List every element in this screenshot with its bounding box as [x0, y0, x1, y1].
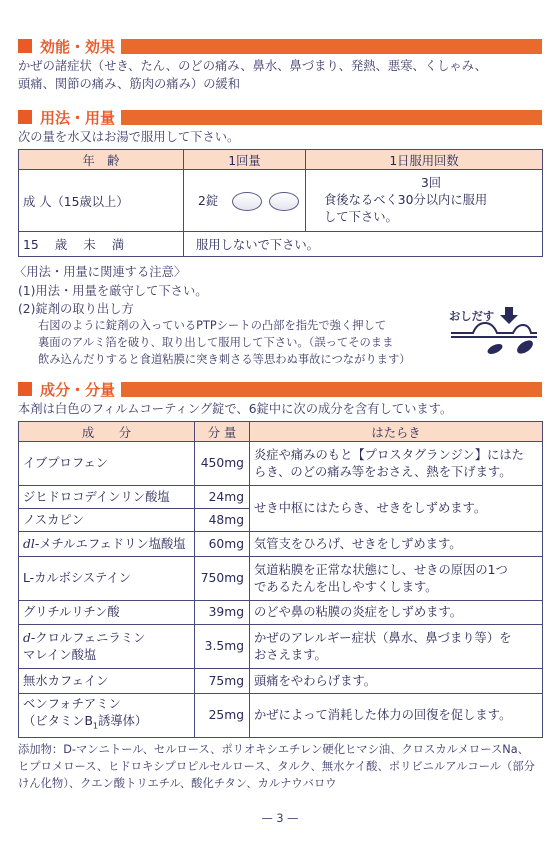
usage-col-age: 年 齢 — [19, 150, 184, 170]
caution-item-1: (1)用法・用量を厳守して下さい。 — [18, 284, 208, 298]
usage-heading: 用法・用量 — [18, 107, 542, 127]
usage-col-dose: 1回量 — [184, 150, 306, 170]
ingredients-col-amount: 分 量 — [195, 422, 250, 442]
ingredient-amount: 24mg — [195, 486, 250, 509]
caution-heading: 〈用法・用量に関連する注意〉 — [14, 265, 187, 279]
efficacy-heading: 効能・効果 — [18, 36, 542, 56]
usage-intro: 次の量を水又はお湯で服用して下さい。 — [18, 130, 240, 144]
ingredient-amount: 25mg — [195, 694, 250, 738]
ingredients-col-action: はたらき — [250, 422, 543, 442]
ingredient-name: ジヒドロコデインリン酸塩 — [19, 486, 195, 509]
ingredient-name: ベンフォチアミン — [23, 697, 121, 712]
usage-row-adult — [19, 170, 543, 232]
table-row — [19, 557, 543, 601]
ingredient-name-cell — [19, 694, 195, 738]
table-row — [19, 486, 543, 509]
ingredient-action: のどや鼻の粘膜の炎症をしずめます。 — [250, 601, 543, 625]
section-marker-icon — [18, 39, 32, 53]
section-marker-icon — [18, 110, 32, 124]
adult-note-1: 食後なるべく30分以内に服用 — [324, 193, 488, 207]
table-row — [19, 532, 543, 557]
adult-note-2: して下さい。 — [324, 210, 398, 224]
adult-times-cell — [306, 170, 543, 232]
adult-age: 成 人（15歳以上） — [19, 170, 184, 232]
table-row — [19, 601, 543, 625]
adult-dose: 2錠 — [198, 193, 219, 208]
ingredient-name-line-2: マレイン酸塩 — [23, 647, 97, 662]
ingredient-name: イブプロフェン — [19, 442, 195, 486]
ingredients-table — [18, 421, 543, 738]
ingredient-action: せき中枢にはたらき、せきをしずめます。 — [250, 486, 543, 532]
tablet-icon — [232, 192, 262, 211]
ingredient-action-line: 気道粘膜を正常な状態にし、せきの原因の1つ — [254, 562, 508, 577]
ingredient-amount: 3.5mg — [195, 625, 250, 669]
ingredients-col-name: 成 分 — [19, 422, 195, 442]
efficacy-line-1: かぜの諸症状（せき、たん、のどの痛み、鼻水、鼻づまり、発熱、悪寒、くしゃみ、 — [18, 59, 488, 73]
ingredient-name-cell — [19, 625, 195, 669]
additives-line-1: 添加物：D-マンニトール、セルロース、ポリオキシエチレン硬化ヒマシ油、クロスカルメロースNa、 — [18, 743, 529, 756]
usage-header-row — [19, 150, 543, 170]
adult-dose-cell — [184, 170, 306, 232]
ingredient-amount: 75mg — [195, 669, 250, 694]
ingredient-action — [250, 442, 543, 486]
additives-line-2: ヒプロメロース、ヒドロキシプロピルセルロース、タルク、無水ケイ酸、ポリビニルアルコール（部分 — [18, 760, 535, 773]
ingredient-name-part: （ビタミンB — [23, 714, 93, 729]
caution-item-2-line-1: 右図のように錠剤の入っているPTPシートの凸部を指先で強く押して — [38, 319, 387, 332]
child-age: 15 歳 未 満 — [19, 232, 184, 257]
ingredient-action: かぜによって消耗した体力の回復を促します。 — [250, 694, 543, 738]
ptp-push-figure — [449, 305, 539, 365]
table-row — [19, 694, 543, 738]
tablet-icon — [269, 192, 299, 211]
ingredient-name: 無水カフェイン — [19, 669, 195, 694]
usage-row-child — [19, 232, 543, 257]
ingredient-action: 頭痛をやわらげます。 — [250, 669, 543, 694]
ingredient-name-cell — [19, 532, 195, 557]
ptp-sheet-icon — [449, 305, 539, 365]
table-row — [19, 625, 543, 669]
ingredient-amount: 450mg — [195, 442, 250, 486]
caution-item-2-line-2: 裏面のアルミ箔を破り、取り出して服用して下さい。（誤ってそのまま — [38, 336, 394, 349]
efficacy-line-2: 頭痛、関節の痛み、筋肉の痛み）の緩和 — [18, 77, 241, 91]
ingredient-action-line: であるたんを出しやすくします。 — [254, 579, 438, 594]
heading-rule — [121, 39, 542, 54]
ingredient-action-line: 炎症や痛みのもと【プロスタグランジン】にはた — [254, 447, 524, 462]
ingredient-name-prefix: dl — [23, 536, 35, 551]
ingredient-action — [250, 557, 543, 601]
ingredient-name: -クロルフェニラミン — [30, 630, 146, 645]
child-dose: 服用しないで下さい。 — [184, 232, 543, 257]
ingredient-action-line: らき、のどの痛み等をおさえ、熱を下げます。 — [254, 464, 512, 479]
ingredient-name: L-カルボシステイン — [19, 557, 195, 601]
page-number: — 3 — — [261, 812, 299, 825]
ingredient-name-line-2 — [23, 713, 190, 734]
table-row — [19, 669, 543, 694]
ingredient-name: ノスカピン — [19, 509, 195, 532]
ingredient-amount: 750mg — [195, 557, 250, 601]
heading-rule — [121, 382, 542, 397]
usage-table — [18, 149, 543, 257]
ingredient-action-line: おさえます。 — [254, 647, 327, 662]
ingredient-name-subscript: 1 — [92, 721, 99, 731]
ingredients-intro: 本剤は白色のフィルムコーティング錠で、6錠中に次の成分を含有しています。 — [18, 402, 453, 416]
heading-rule — [121, 110, 542, 125]
push-figure-label: おしだす — [449, 310, 495, 323]
ingredient-name: -メチルエフェドリン塩酸塩 — [34, 536, 186, 551]
ingredients-heading: 成分・分量 — [18, 379, 542, 399]
ingredient-amount: 48mg — [195, 509, 250, 532]
ingredient-amount: 39mg — [195, 601, 250, 625]
table-row — [19, 442, 543, 486]
ingredient-name-prefix: d — [23, 630, 31, 645]
ingredients-header-row — [19, 422, 543, 442]
ingredient-name-part: 誘導体） — [98, 714, 148, 729]
ingredient-action — [250, 625, 543, 669]
caution-item-2-line-3: 飲み込んだりすると食道粘膜に突き刺さる等思わぬ事故につながります） — [38, 353, 411, 366]
usage-col-times: 1日服用回数 — [306, 150, 543, 170]
additives-line-3: けん化物）、クエン酸トリエチル、酸化チタン、カルナウバロウ — [18, 777, 337, 790]
ingredient-name: グリチルリチン酸 — [19, 601, 195, 625]
caution-item-2: (2)錠剤の取り出し方 — [18, 302, 134, 316]
ingredient-amount: 60mg — [195, 532, 250, 557]
ingredient-action-line: かぜのアレルギー症状（鼻水、鼻づまり等）を — [254, 630, 512, 645]
section-marker-icon — [18, 382, 32, 396]
adult-times: 3回 — [420, 176, 442, 190]
ingredient-action: 気管支をひろげ、せきをしずめます。 — [250, 532, 543, 557]
